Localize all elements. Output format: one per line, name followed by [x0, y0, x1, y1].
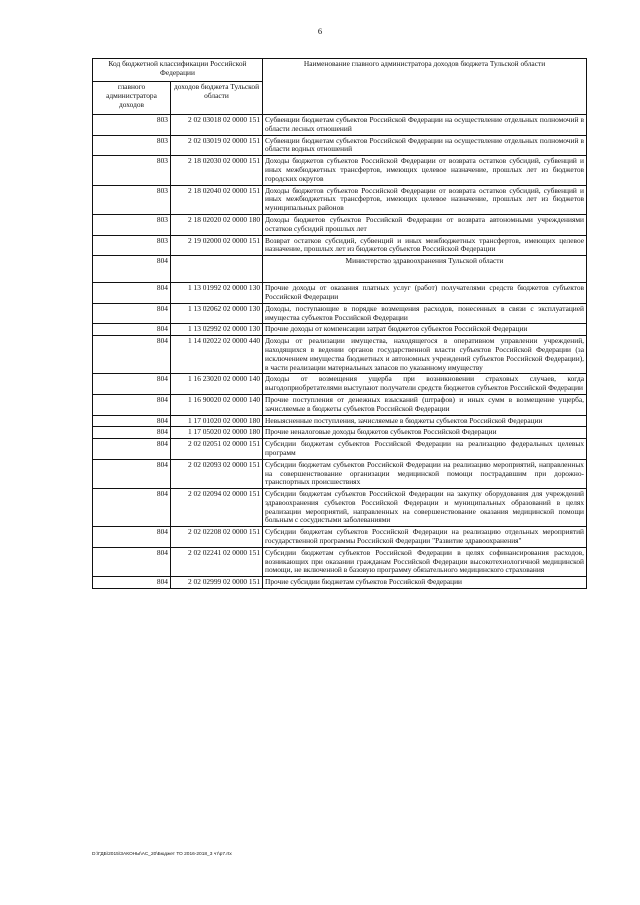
header-classification-code: Код бюджетной классификации Российской Федерации [93, 59, 263, 82]
table-row [93, 135, 587, 156]
admin-code-cell: 804 [93, 336, 171, 374]
page-number: 6 [317, 26, 323, 36]
table-row [93, 489, 587, 527]
admin-code-cell: 804 [93, 394, 171, 415]
table-row [93, 577, 587, 589]
admin-code-cell: 804 [93, 303, 171, 324]
table-row [93, 115, 587, 136]
income-code-cell: 2 02 02241 02 0000 151 [171, 547, 263, 576]
table-row [93, 235, 587, 256]
table-row [93, 527, 587, 548]
income-code-cell: 2 02 03019 02 0000 151 [171, 135, 263, 156]
description-cell: Прочие неналоговые доходы бюджетов субъектов Российской Федерации [263, 427, 587, 439]
admin-code-cell: 804 [93, 256, 171, 283]
section-title: Министерство здравоохранения Тульской области [263, 256, 587, 283]
table-row [93, 214, 587, 235]
income-code-cell: 2 18 02040 02 0000 151 [171, 185, 263, 214]
table-row [93, 427, 587, 439]
income-code-cell: 2 02 03018 02 0000 151 [171, 115, 263, 136]
admin-code-cell: 804 [93, 459, 171, 488]
admin-code-cell: 804 [93, 577, 171, 589]
description-cell: Прочие доходы от оказания платных услуг (работ) получателями средств бюджетов субъектов Российской Федерации [263, 283, 587, 304]
budget-classification-table [92, 58, 587, 589]
income-code-cell: 1 13 01992 02 0000 130 [171, 283, 263, 304]
table-row [93, 324, 587, 336]
table-row [93, 394, 587, 415]
table-row [93, 156, 587, 185]
admin-code-cell: 803 [93, 185, 171, 214]
table-row [93, 336, 587, 374]
income-code-cell: 2 19 02000 02 0000 151 [171, 235, 263, 256]
description-cell: Субсидии бюджетам субъектов Российской Федерации на реализацию отдельных мероприятий государственной программы Российской Федерации "Развитие здравоохранения" [263, 527, 587, 548]
header-row-top [93, 59, 587, 82]
income-code-cell: 2 02 02051 02 0000 151 [171, 439, 263, 460]
description-cell: Субвенции бюджетам субъектов Российской Федерации на осуществление отдельных полномочий в области лесных отношений [263, 115, 587, 136]
income-code-cell: 2 02 02999 02 0000 151 [171, 577, 263, 589]
table-row [93, 283, 587, 304]
admin-code-cell: 804 [93, 324, 171, 336]
income-code-cell: 1 16 90020 02 0000 140 [171, 394, 263, 415]
admin-code-cell: 804 [93, 427, 171, 439]
description-cell: Субвенции бюджетам субъектов Российской Федерации на осуществление отдельных полномочий в области водных отношений [263, 135, 587, 156]
income-code-cell: 2 18 02030 02 0000 151 [171, 156, 263, 185]
table-row [93, 439, 587, 460]
income-code-cell: 2 18 02020 02 0000 180 [171, 214, 263, 235]
table-row [93, 459, 587, 488]
section-row [93, 256, 587, 283]
table-row [93, 185, 587, 214]
admin-code-cell: 804 [93, 283, 171, 304]
description-cell: Субсидии бюджетам субъектов Российской Федерации на закупку оборудования для учреждений здравоохранения субъектов Российской Федерации и муниципальных образований в целях реализации мероприятий, направленных на совершенствование оказания медицинской помощи больным с сосудистыми заболеваниями [263, 489, 587, 527]
income-code-cell: 1 13 02992 02 0000 130 [171, 324, 263, 336]
income-code-cell: 2 02 02094 02 0000 151 [171, 489, 263, 527]
description-cell: Прочие доходы от компенсации затрат бюджетов субъектов Российской Федерации [263, 324, 587, 336]
income-code-cell: 2 02 02208 02 0000 151 [171, 527, 263, 548]
income-code-cell: 1 17 05020 02 0000 180 [171, 427, 263, 439]
description-cell: Субсидии бюджетам субъектов Российской Федерации на реализацию федеральных целевых программ [263, 439, 587, 460]
description-cell: Доходы от реализации имущества, находящегося в оперативном управлении учреждений, находящихся в ведении органов государственной власти субъектов Российской Федерации (за исключением имущества бюджетных и автономных учреждений субъектов Российской Федерации), в части реализации материальных запасов по указанному имуществу [263, 336, 587, 374]
description-cell: Доходы бюджетов субъектов Российской Федерации от возврата остатков субсидий, субвенций и иных межбюджетных трансфертов, имеющих целевое назначение, прошлых лет из бюджетов городских округов [263, 156, 587, 185]
description-cell: Доходы бюджетов субъектов Российской Федерации от возврата автономными учреждениями остатков субсидий прошлых лет [263, 214, 587, 235]
admin-code-cell: 804 [93, 439, 171, 460]
table-body [93, 115, 587, 589]
description-cell: Прочие поступления от денежных взысканий (штрафов) и иных сумм в возмещение ущерба, зачисляемые в бюджеты субъектов Российской Федерации [263, 394, 587, 415]
admin-code-cell: 804 [93, 415, 171, 427]
income-code-cell [171, 256, 263, 283]
admin-code-cell: 804 [93, 527, 171, 548]
income-code-cell: 1 17 01020 02 0000 180 [171, 415, 263, 427]
description-cell: Доходы бюджетов субъектов Российской Федерации от возврата остатков субсидий, субвенций и иных межбюджетных трансфертов, имеющих целевое назначение, прошлых лет из бюджетов муниципальных районов [263, 185, 587, 214]
description-cell: Прочие субсидии бюджетам субъектов Российской Федерации [263, 577, 587, 589]
admin-code-cell: 803 [93, 135, 171, 156]
admin-code-cell: 803 [93, 115, 171, 136]
admin-code-cell: 803 [93, 214, 171, 235]
admin-code-cell: 804 [93, 374, 171, 395]
table-row [93, 547, 587, 576]
table-row [93, 303, 587, 324]
description-cell: Доходы от возмещения ущерба при возникновении страховых случаев, когда выгодоприобретателями выступают получатели средств бюджетов субъектов Российской Федерации [263, 374, 587, 395]
header-admin-name: Наименование главного администратора доходов бюджета Тульской области [263, 59, 587, 115]
admin-code-cell: 804 [93, 489, 171, 527]
description-cell: Возврат остатков субсидий, субвенций и иных межбюджетных трансфертов, имеющих целевое назначение, прошлых лет из бюджетов субъектов Российской Федерации [263, 235, 587, 256]
description-cell: Субсидии бюджетам субъектов Российской Федерации в целях софинансирования расходов, возникающих при оказании гражданам Российской Федерации высокотехнологичной медицинской помощи, не включенной в базовую программу обязательного медицинского страхования [263, 547, 587, 576]
admin-code-cell: 804 [93, 547, 171, 576]
file-path-footer: D:\ГДБ\2015\ЗАКОНЫ\АС_20\Бюджет ТО 2016-2018_3 чт\р7.rtx [92, 852, 232, 857]
header-admin-code: главного администратора доходов [93, 82, 171, 115]
description-cell: Невыясненные поступления, зачисляемые в бюджеты субъектов Российской Федерации [263, 415, 587, 427]
admin-code-cell: 803 [93, 156, 171, 185]
description-cell: Субсидии бюджетам субъектов Российской Федерации на реализацию мероприятий, направленных на совершенствование организации медицинской помощи пострадавшим при дорожно-транспортных происшествиях [263, 459, 587, 488]
description-cell: Доходы, поступающие в порядке возмещения расходов, понесенных в связи с эксплуатацией имущества субъектов Российской Федерации [263, 303, 587, 324]
income-code-cell: 1 14 02022 02 0000 440 [171, 336, 263, 374]
income-code-cell: 2 02 02093 02 0000 151 [171, 459, 263, 488]
table-row [93, 415, 587, 427]
header-income-code: доходов бюджета Тульской области [171, 82, 263, 115]
income-code-cell: 1 13 02062 02 0000 130 [171, 303, 263, 324]
table-row [93, 374, 587, 395]
admin-code-cell: 803 [93, 235, 171, 256]
income-code-cell: 1 16 23020 02 0000 140 [171, 374, 263, 395]
